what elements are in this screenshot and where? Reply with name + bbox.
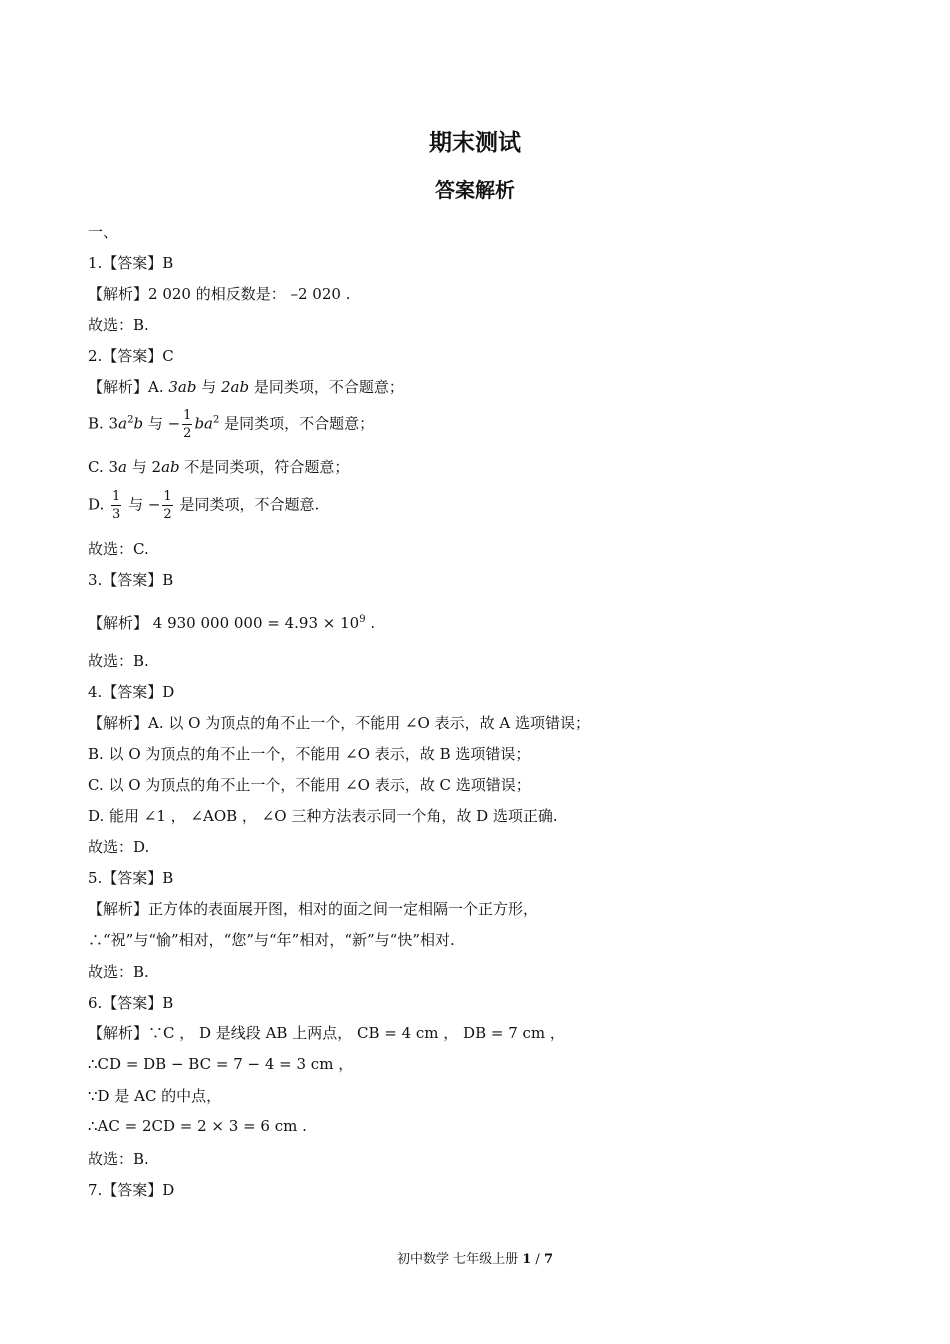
q4-analysis-b: B. 以 O 为顶点的角不止一个，不能用 ∠O 表示，故 B 选项错误； <box>88 745 531 763</box>
q3-analysis <box>88 610 375 633</box>
q6-line3: ∵D 是 AC 的中点， <box>88 1087 222 1105</box>
q4-answer: 4.【答案】D <box>88 683 175 701</box>
expr: ba <box>194 414 213 433</box>
q6-line2: ∴CD = DB − BC = 7 − 4 = 3 cm ， <box>88 1055 354 1073</box>
expr: ab <box>161 458 180 476</box>
text: 【解析】 4 930 000 000 = 4.93 × 10 <box>88 614 360 632</box>
text: 与 − <box>143 414 181 433</box>
q1-answer: 1.【答案】B <box>88 254 174 272</box>
q5-choice: 故选：B. <box>88 963 149 981</box>
q5-line2: ∴“祝”与“愉”相对，“您”与“年”相对，“新”与“快”相对. <box>88 931 455 949</box>
page-total: 7 <box>543 1252 553 1267</box>
text: D. <box>88 495 110 514</box>
q5-analysis: 【解析】正方体的表面展开图，相对的面之间一定相隔一个正方形， <box>88 900 539 918</box>
fraction <box>111 488 121 523</box>
text: C. 3 <box>88 458 119 476</box>
text: . <box>365 614 376 632</box>
q5-answer: 5.【答案】B <box>88 869 174 887</box>
page-footer <box>0 1248 950 1267</box>
denominator: 3 <box>112 507 121 522</box>
exponent: 9 <box>359 614 366 625</box>
section-label: 一、 <box>88 223 119 241</box>
text: 不是同类项，符合题意； <box>179 458 350 476</box>
q4-analysis-d: D. 能用 ∠1 ， ∠AOB ， ∠O 三种方法表示同一个角，故 D 选项正确. <box>88 807 558 825</box>
q2-analysis-a <box>88 377 404 397</box>
q3-answer: 3.【答案】B <box>88 571 174 589</box>
q4-analysis-c: C. 以 O 为顶点的角不止一个，不能用 ∠O 表示，故 C 选项错误； <box>88 776 531 794</box>
expr: a <box>118 458 127 476</box>
denominator: 2 <box>183 426 192 441</box>
q6-line4: ∴AC = 2CD = 2 × 3 = 6 cm . <box>88 1117 307 1135</box>
numerator: 1 <box>112 489 121 504</box>
q3-choice: 故选：B. <box>88 652 149 670</box>
q2-answer: 2.【答案】C <box>88 347 174 365</box>
q1-choice: 故选：B. <box>88 316 149 334</box>
text: B. 3 <box>88 414 119 433</box>
page-title: 期末测试 <box>429 130 521 156</box>
q6-choice: 故选：B. <box>88 1150 149 1168</box>
expr: 3ab <box>168 378 197 396</box>
footer-sep: / <box>531 1252 544 1267</box>
text: 是同类项，不合题意. <box>174 495 320 514</box>
footer-text: 初中数学 七年级上册 <box>396 1252 523 1267</box>
text: 与 <box>196 378 222 396</box>
analysis-label: 【解析】 <box>88 285 149 303</box>
numerator: 1 <box>183 408 192 423</box>
exponent: 2 <box>127 414 134 426</box>
fraction <box>162 488 172 523</box>
q6-analysis: 【解析】∵C ， D 是线段 AB 上两点， CB = 4 cm ， DB = 7 cm ， <box>88 1024 565 1042</box>
analysis-text: 2 020 的相反数是： –2 020 . <box>148 285 351 303</box>
text: 与 2 <box>126 458 162 476</box>
numerator: 1 <box>163 489 172 504</box>
fraction <box>182 407 192 442</box>
q7-answer: 7.【答案】D <box>88 1181 175 1199</box>
exponent: 2 <box>212 414 220 426</box>
q1-analysis <box>88 284 350 304</box>
page-number: 1 <box>522 1252 532 1267</box>
denominator: 2 <box>163 507 172 522</box>
expr: a <box>118 414 128 433</box>
q2-analysis-d <box>88 488 319 523</box>
q4-choice: 故选：D. <box>88 838 150 856</box>
expr: 2ab <box>221 378 250 396</box>
analysis-label: 【解析】A. <box>88 378 169 396</box>
text: 是同类项，不合题意； <box>249 378 404 396</box>
text: 是同类项，不合题意； <box>219 414 375 433</box>
q2-analysis-c <box>88 457 349 477</box>
expr: b <box>133 414 144 433</box>
q2-choice: 故选：C. <box>88 540 149 558</box>
text: 与 − <box>123 495 161 514</box>
q4-analysis-a: 【解析】A. 以 O 为顶点的角不止一个，不能用 ∠O 表示，故 A 选项错误； <box>88 714 590 732</box>
q2-analysis-b <box>88 407 374 442</box>
page-subtitle: 答案解析 <box>435 178 515 202</box>
q6-answer: 6.【答案】B <box>88 994 174 1012</box>
